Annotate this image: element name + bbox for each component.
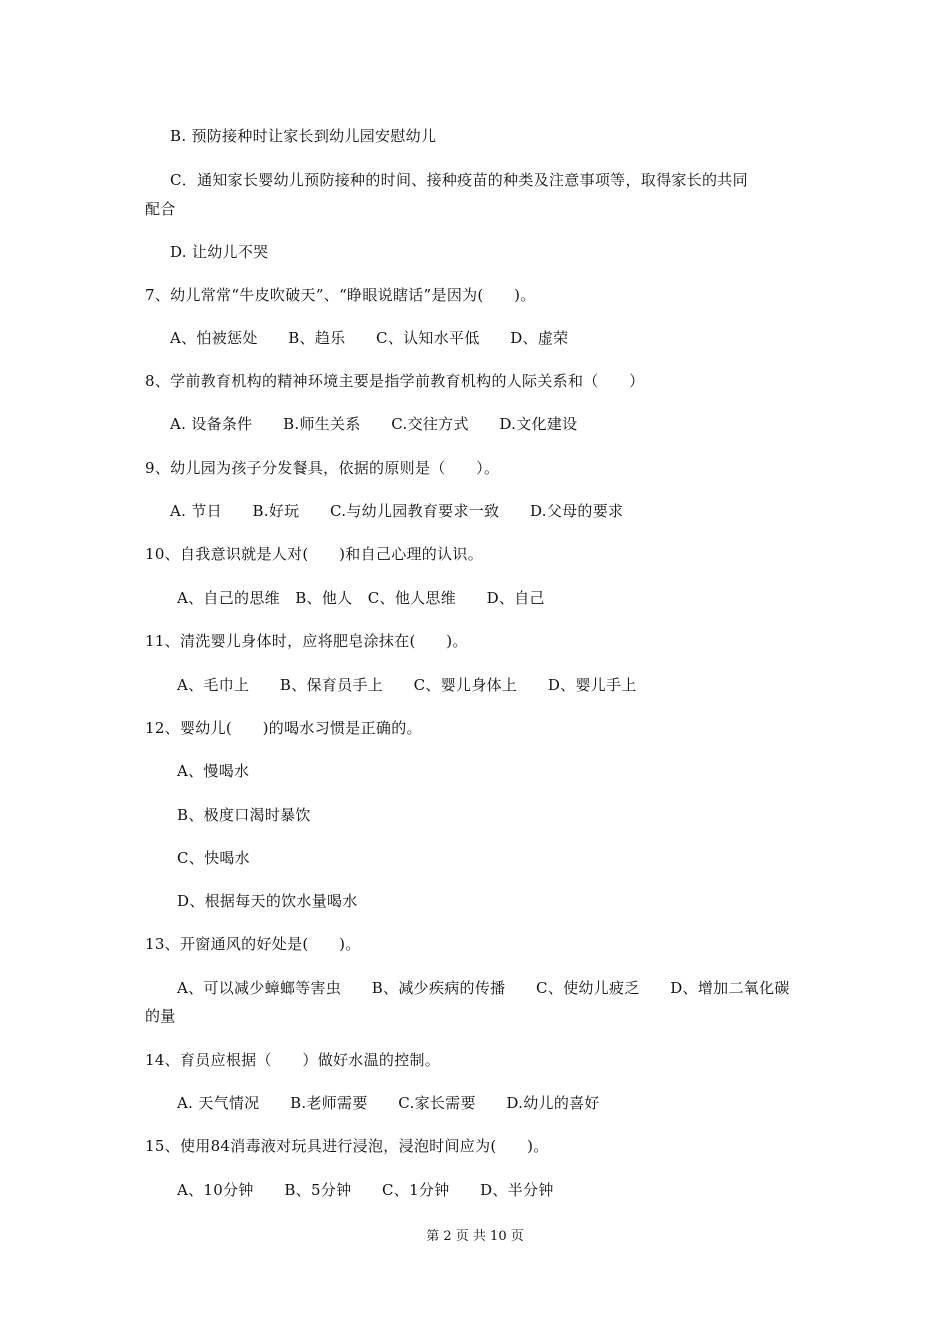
question-12: 12、婴幼儿( )的喝水习惯是正确的。: [145, 719, 422, 737]
question-9: 9、幼儿园为孩子分发餐具，依据的原则是（ ）。: [145, 459, 500, 477]
question-15-options: A、10分钟 B、5分钟 C、1分钟 D、半分钟: [177, 1181, 554, 1199]
question-10-options: A、自己的思维 B、他人 C、他人思维 D、自己: [177, 589, 545, 607]
question-8: 8、学前教育机构的精神环境主要是指学前教育机构的人际关系和（ ）: [145, 372, 645, 390]
question-14-options: A. 天气情况 B.老师需要 C.家长需要 D.幼儿的喜好: [177, 1094, 600, 1112]
question-13: 13、开窗通风的好处是( )。: [145, 935, 361, 953]
option-line: C．通知家长婴幼儿预防接种的时间、接种疫苗的种类及注意事项等，取得家长的共同: [170, 171, 748, 189]
option-line-continuation: 配合: [145, 200, 176, 218]
option-line: B. 预防接种时让家长到幼儿园安慰幼儿: [170, 127, 437, 145]
question-8-options: A. 设备条件 B.师生关系 C.交往方式 D.文化建设: [170, 415, 578, 433]
question-13-options-continuation: 的量: [145, 1007, 176, 1025]
question-14: 14、育员应根据（ ）做好水温的控制。: [145, 1051, 441, 1069]
question-15: 15、使用84消毒液对玩具进行浸泡，浸泡时间应为( )。: [145, 1137, 549, 1155]
question-11-options: A、毛巾上 B、保育员手上 C、婴儿身体上 D、婴儿手上: [177, 676, 637, 694]
question-11: 11、清洗婴儿身体时，应将肥皂涂抹在( )。: [145, 632, 468, 650]
question-12-option-a: A、慢喝水: [177, 762, 250, 780]
question-12-option-c: C、快喝水: [177, 849, 250, 867]
question-12-option-d: D、根据每天的饮水量喝水: [177, 892, 358, 910]
option-line: D. 让幼儿不哭: [170, 243, 269, 261]
question-9-options: A. 节日 B.好玩 C.与幼儿园教育要求一致 D.父母的要求: [170, 502, 624, 520]
question-10: 10、自我意识就是人对( )和自己心理的认识。: [145, 545, 483, 563]
question-12-option-b: B、极度口渴时暴饮: [177, 806, 311, 824]
question-7-options: A、怕被惩处 B、趋乐 C、认知水平低 D、虚荣: [170, 329, 569, 347]
page-footer: 第 2 页 共 10 页: [426, 1229, 524, 1244]
question-13-options: A、可以减少蟑螂等害虫 B、减少疾病的传播 C、使幼儿疲乏 D、增加二氧化碳: [177, 979, 790, 997]
question-7: 7、幼儿常常“牛皮吹破天”、“睁眼说瞎话”是因为( )。: [145, 286, 536, 304]
